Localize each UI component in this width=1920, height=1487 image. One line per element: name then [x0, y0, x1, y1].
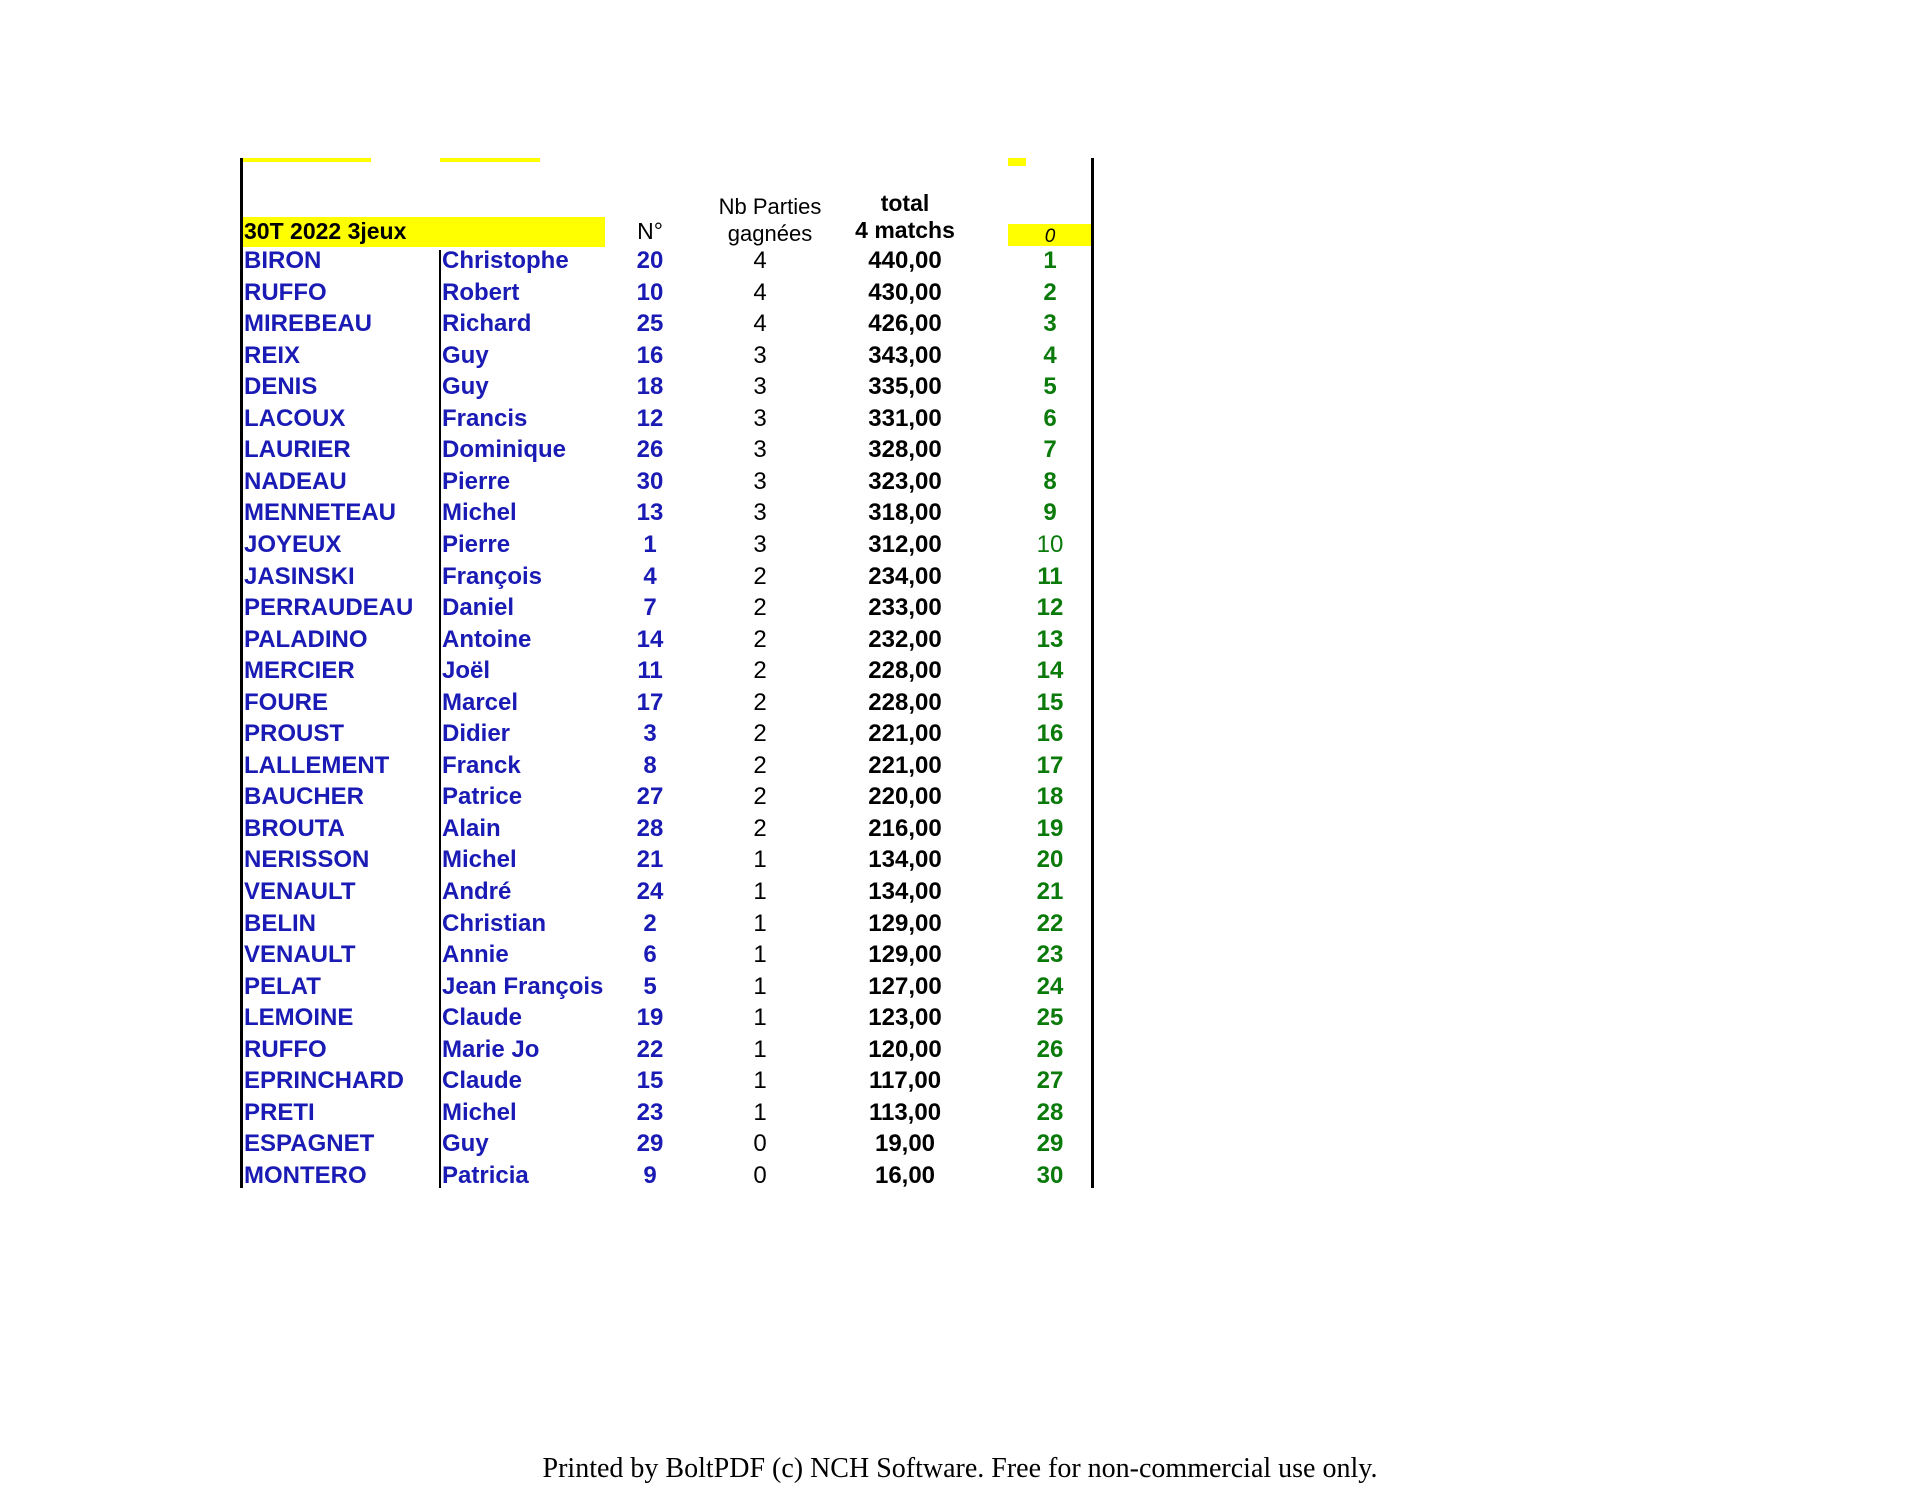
first-name-cell: Patrice [442, 783, 523, 810]
total-cell: 312,00 [868, 531, 942, 558]
rank-cell: 3 [1043, 310, 1057, 337]
rank-cell: 29 [1036, 1130, 1064, 1157]
last-name-cell: PELAT [244, 973, 321, 1000]
wins-cell: 1 [753, 1004, 767, 1031]
firstname-column-border [439, 250, 441, 1188]
first-name-cell: Christian [442, 910, 547, 937]
wins-cell: 2 [753, 594, 767, 621]
player-number-cell: 18 [636, 373, 664, 400]
player-number-cell: 3 [643, 720, 657, 747]
player-number-cell: 8 [643, 752, 657, 779]
last-name-cell: LEMOINE [244, 1004, 354, 1031]
player-number-cell: 22 [636, 1036, 664, 1063]
total-cell: 328,00 [868, 436, 942, 463]
last-name-cell: REIX [244, 342, 301, 369]
total-cell: 129,00 [868, 910, 942, 937]
wins-cell: 2 [753, 689, 767, 716]
rank-cell: 18 [1036, 783, 1064, 810]
total-cell: 221,00 [868, 752, 942, 779]
rank-cell: 2 [1043, 279, 1057, 306]
wins-cell: 1 [753, 910, 767, 937]
first-name-cell: André [442, 878, 512, 905]
wins-cell: 3 [753, 405, 767, 432]
total-cell: 343,00 [868, 342, 942, 369]
rank-cell: 24 [1036, 973, 1064, 1000]
last-name-cell: JOYEUX [244, 531, 342, 558]
player-number-cell: 30 [636, 468, 664, 495]
last-name-cell: BELIN [244, 910, 316, 937]
total-cell: 216,00 [868, 815, 942, 842]
first-name-cell: Alain [442, 815, 501, 842]
rank-cell: 6 [1043, 405, 1057, 432]
total-cell: 232,00 [868, 626, 942, 653]
wins-cell: 0 [753, 1162, 767, 1189]
number-header: N° [637, 218, 663, 244]
total-cell: 127,00 [868, 973, 942, 1000]
first-name-cell: Annie [442, 941, 509, 968]
last-name-cell: DENIS [244, 373, 318, 400]
footer-note: Printed by BoltPDF (c) NCH Software. Free for non-commercial use only. [542, 1453, 1378, 1484]
rank-cell: 19 [1036, 815, 1064, 842]
first-name-cell: Antoine [442, 626, 532, 653]
rank-cell: 20 [1036, 846, 1064, 873]
wins-cell: 2 [753, 720, 767, 747]
wins-cell: 3 [753, 468, 767, 495]
first-name-cell: Dominique [442, 436, 566, 463]
first-name-cell: Franck [442, 752, 521, 779]
wins-cell: 1 [753, 941, 767, 968]
top-highlight-strip [243, 158, 371, 162]
player-number-cell: 20 [636, 247, 664, 274]
total-cell: 335,00 [868, 373, 942, 400]
player-number-cell: 10 [636, 279, 664, 306]
first-name-cell: Didier [442, 720, 511, 747]
rank-cell: 22 [1036, 910, 1064, 937]
first-name-cell: Richard [442, 310, 532, 337]
wins-cell: 4 [753, 279, 767, 306]
total-cell: 134,00 [868, 878, 942, 905]
wins-cell: 2 [753, 657, 767, 684]
last-name-cell: MENNETEAU [244, 499, 397, 526]
last-name-cell: BAUCHER [244, 783, 364, 810]
last-name-cell: LALLEMENT [244, 752, 390, 779]
player-number-cell: 16 [636, 342, 664, 369]
last-name-cell: PROUST [244, 720, 345, 747]
first-name-cell: Patricia [442, 1162, 529, 1189]
first-name-cell: Claude [442, 1004, 523, 1031]
first-name-cell: Michel [442, 846, 517, 873]
sheet-title: 30T 2022 3jeux [244, 218, 407, 244]
wins-cell: 2 [753, 815, 767, 842]
wins-cell: 3 [753, 373, 767, 400]
rank-cell: 15 [1036, 689, 1064, 716]
player-number-cell: 15 [636, 1067, 664, 1094]
total-header-line2: 4 matchs [855, 217, 955, 243]
total-cell: 129,00 [868, 941, 942, 968]
wins-cell: 2 [753, 563, 767, 590]
first-name-cell: Pierre [442, 531, 511, 558]
total-cell: 16,00 [874, 1162, 936, 1189]
last-name-cell: VENAULT [244, 878, 356, 905]
right-border [1091, 158, 1094, 1188]
rank-cell: 9 [1043, 499, 1057, 526]
last-name-cell: PALADINO [244, 626, 368, 653]
wins-cell: 1 [753, 1099, 767, 1126]
first-name-cell: Michel [442, 1099, 517, 1126]
rank-cell: 12 [1036, 594, 1064, 621]
last-name-cell: JASINSKI [244, 563, 355, 590]
last-name-cell: NERISSON [244, 846, 370, 873]
last-name-cell: NADEAU [244, 468, 347, 495]
first-name-cell: Robert [442, 279, 520, 306]
player-number-cell: 12 [636, 405, 664, 432]
rank-cell: 21 [1036, 878, 1064, 905]
last-name-cell: BIRON [244, 247, 322, 274]
rank-cell: 30 [1036, 1162, 1064, 1189]
wins-cell: 1 [753, 973, 767, 1000]
wins-cell: 3 [753, 436, 767, 463]
top-highlight-strip [1008, 158, 1026, 166]
first-name-cell: Daniel [442, 594, 515, 621]
player-number-cell: 28 [636, 815, 664, 842]
last-name-cell: PRETI [244, 1099, 315, 1126]
total-header-line1: total [880, 190, 930, 216]
rank-cell: 27 [1036, 1067, 1064, 1094]
rank-cell: 23 [1036, 941, 1064, 968]
player-number-cell: 1 [643, 531, 657, 558]
rank-cell: 13 [1036, 626, 1064, 653]
last-name-cell: LACOUX [244, 405, 346, 432]
total-cell: 426,00 [868, 310, 942, 337]
first-name-cell: Christophe [442, 247, 569, 274]
first-name-cell: Guy [442, 342, 489, 369]
rank-cell: 11 [1037, 563, 1063, 590]
wins-cell: 0 [753, 1130, 767, 1157]
total-cell: 318,00 [868, 499, 942, 526]
wins-cell: 1 [753, 878, 767, 905]
first-name-cell: Francis [442, 405, 528, 432]
wins-cell: 3 [753, 342, 767, 369]
player-number-cell: 11 [637, 657, 663, 684]
rank-cell: 5 [1043, 373, 1057, 400]
last-name-cell: RUFFO [244, 279, 327, 306]
player-number-cell: 23 [636, 1099, 664, 1126]
total-cell: 323,00 [868, 468, 942, 495]
player-number-cell: 5 [643, 973, 657, 1000]
first-name-cell: Marcel [442, 689, 519, 716]
rank-cell: 8 [1043, 468, 1057, 495]
total-cell: 228,00 [868, 689, 942, 716]
player-number-cell: 7 [643, 594, 657, 621]
last-name-cell: MERCIER [244, 657, 355, 684]
total-cell: 234,00 [868, 563, 942, 590]
total-cell: 123,00 [868, 1004, 942, 1031]
player-number-cell: 6 [643, 941, 657, 968]
total-cell: 134,00 [868, 846, 942, 873]
rank-cell: 10 [1036, 531, 1064, 558]
player-number-cell: 25 [636, 310, 664, 337]
player-number-cell: 24 [636, 878, 664, 905]
total-cell: 220,00 [868, 783, 942, 810]
total-cell: 113,00 [868, 1099, 942, 1126]
first-name-cell: Michel [442, 499, 517, 526]
total-cell: 120,00 [868, 1036, 942, 1063]
last-name-cell: BROUTA [244, 815, 345, 842]
total-cell: 233,00 [868, 594, 942, 621]
last-name-cell: FOURE [244, 689, 328, 716]
rank-cell: 17 [1036, 752, 1064, 779]
player-number-cell: 21 [636, 846, 664, 873]
wins-cell: 1 [753, 846, 767, 873]
wins-cell: 2 [753, 783, 767, 810]
rank-cell: 16 [1036, 720, 1064, 747]
first-name-cell: Claude [442, 1067, 523, 1094]
player-number-cell: 26 [636, 436, 664, 463]
rank-cell: 1 [1043, 247, 1057, 274]
last-name-cell: LAURIER [244, 436, 351, 463]
total-cell: 228,00 [868, 657, 942, 684]
wins-cell: 3 [753, 499, 767, 526]
left-border [240, 158, 243, 1188]
total-cell: 221,00 [868, 720, 942, 747]
total-cell: 19,00 [874, 1130, 936, 1157]
player-number-cell: 27 [636, 783, 664, 810]
rank-cell: 28 [1036, 1099, 1064, 1126]
wins-cell: 3 [753, 531, 767, 558]
last-name-cell: ESPAGNET [244, 1130, 375, 1157]
last-name-cell: PERRAUDEAU [244, 594, 414, 621]
wins-header-line1: Nb Parties [718, 194, 822, 219]
last-name-cell: MIREBEAU [244, 310, 373, 337]
first-name-cell: François [442, 563, 543, 590]
player-number-cell: 14 [636, 626, 664, 653]
total-cell: 331,00 [868, 405, 942, 432]
last-name-cell: EPRINCHARD [244, 1067, 405, 1094]
wins-cell: 1 [753, 1036, 767, 1063]
player-number-cell: 2 [643, 910, 657, 937]
player-number-cell: 9 [643, 1162, 657, 1189]
total-cell: 440,00 [868, 247, 942, 274]
wins-cell: 2 [753, 626, 767, 653]
rank-cell: 25 [1036, 1004, 1064, 1031]
rank-cell: 14 [1036, 657, 1064, 684]
wins-cell: 4 [753, 310, 767, 337]
player-number-cell: 13 [636, 499, 664, 526]
rank-cell: 4 [1043, 342, 1057, 369]
first-name-cell: Guy [442, 373, 489, 400]
rank-cell: 26 [1036, 1036, 1064, 1063]
first-name-cell: Pierre [442, 468, 511, 495]
total-cell: 430,00 [868, 279, 942, 306]
wins-cell: 1 [753, 1067, 767, 1094]
rank-header: 0 [1044, 226, 1056, 247]
player-number-cell: 19 [636, 1004, 664, 1031]
first-name-cell: Joël [442, 657, 491, 684]
top-highlight-strip [440, 158, 540, 162]
last-name-cell: RUFFO [244, 1036, 327, 1063]
last-name-cell: VENAULT [244, 941, 356, 968]
rank-cell: 7 [1043, 436, 1057, 463]
player-number-cell: 29 [636, 1130, 664, 1157]
first-name-cell: Jean François [442, 973, 604, 1000]
player-number-cell: 17 [636, 689, 664, 716]
last-name-cell: MONTERO [244, 1162, 367, 1189]
wins-header-line2: gagnées [727, 221, 813, 246]
player-number-cell: 4 [643, 563, 657, 590]
first-name-cell: Marie Jo [442, 1036, 540, 1063]
wins-cell: 4 [753, 247, 767, 274]
first-name-cell: Guy [442, 1130, 489, 1157]
wins-cell: 2 [753, 752, 767, 779]
total-cell: 117,00 [868, 1067, 942, 1094]
